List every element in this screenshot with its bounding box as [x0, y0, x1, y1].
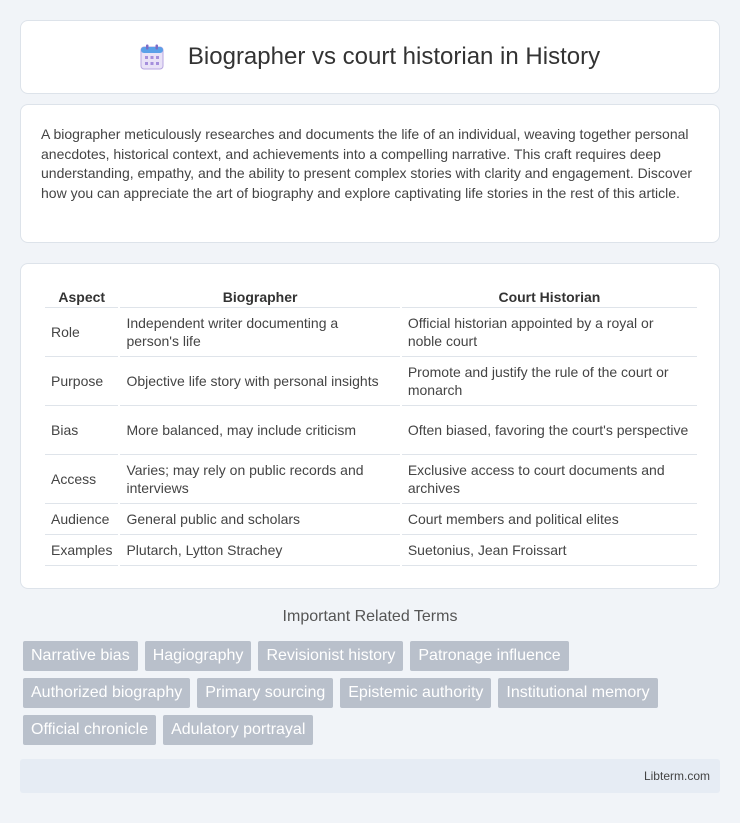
table-row [45, 455, 697, 504]
footer-site-link[interactable]: Libterm.com [643, 769, 710, 783]
table-row [45, 357, 697, 406]
intro-card [20, 104, 720, 243]
header-card [20, 20, 720, 94]
tag-patronage-influence[interactable]: Patronage influence [410, 641, 568, 671]
tag-authorized-biography[interactable]: Authorized biography [23, 678, 190, 708]
cell-aspect: Access [45, 455, 118, 504]
cell-biographer: More balanced, may include criticism [120, 406, 399, 455]
cell-biographer: Objective life story with personal insights [120, 357, 399, 406]
tag-adulatory-portrayal[interactable]: Adulatory portrayal [163, 715, 313, 745]
cell-court-historian: Often biased, favoring the court's perspective [402, 406, 697, 455]
cell-court-historian: Official historian appointed by a royal or noble court [402, 308, 697, 357]
intro-paragraph: A biographer meticulously researches and documents the life of an individual, weaving together personal anecdotes, historical context, and achievements into a compelling narrative. This craft requires deep understanding, empathy, and the ability to present complex stories with clarity and engagement. Discover how you can appreciate the art of biography and explore captivating life stories in the rest of this article. [41, 126, 693, 201]
header-aspect: Aspect [45, 282, 118, 308]
cell-court-historian: Promote and justify the rule of the court or monarch [402, 357, 697, 406]
cell-aspect: Purpose [45, 357, 118, 406]
cell-court-historian: Suetonius, Jean Froissart [402, 535, 697, 566]
cell-court-historian: Court members and political elites [402, 504, 697, 535]
comparison-table [43, 282, 699, 566]
page-title: Biographer vs court historian in History [187, 43, 601, 70]
cell-aspect: Examples [45, 535, 118, 566]
comparison-card [20, 263, 720, 589]
table-row [45, 308, 697, 357]
tag-epistemic-authority[interactable]: Epistemic authority [340, 678, 491, 708]
tag-revisionist-history[interactable]: Revisionist history [258, 641, 403, 671]
related-terms-tags [23, 641, 723, 745]
cell-biographer: Varies; may rely on public records and interviews [120, 455, 399, 504]
tag-hagiography[interactable]: Hagiography [145, 641, 252, 671]
cell-biographer: Plutarch, Lytton Strachey [120, 535, 399, 566]
cell-aspect: Bias [45, 406, 118, 455]
related-terms-title: Important Related Terms [282, 608, 458, 625]
header-court-historian: Court Historian [402, 282, 697, 308]
tag-narrative-bias[interactable]: Narrative bias [23, 641, 138, 671]
cell-biographer: Independent writer documenting a person's life [120, 308, 399, 357]
cell-biographer: General public and scholars [120, 504, 399, 535]
cell-aspect: Role [45, 308, 118, 357]
footer [20, 759, 720, 793]
table-row [45, 535, 697, 566]
tag-institutional-memory[interactable]: Institutional memory [498, 678, 657, 708]
cell-aspect: Audience [45, 504, 118, 535]
cell-court-historian: Exclusive access to court documents and archives [402, 455, 697, 504]
table-row [45, 504, 697, 535]
tag-official-chronicle[interactable]: Official chronicle [23, 715, 156, 745]
tag-primary-sourcing[interactable]: Primary sourcing [197, 678, 333, 708]
header-biographer: Biographer [120, 282, 399, 308]
calendar-icon [140, 44, 164, 70]
table-row [45, 406, 697, 455]
table-header-row [45, 282, 697, 308]
